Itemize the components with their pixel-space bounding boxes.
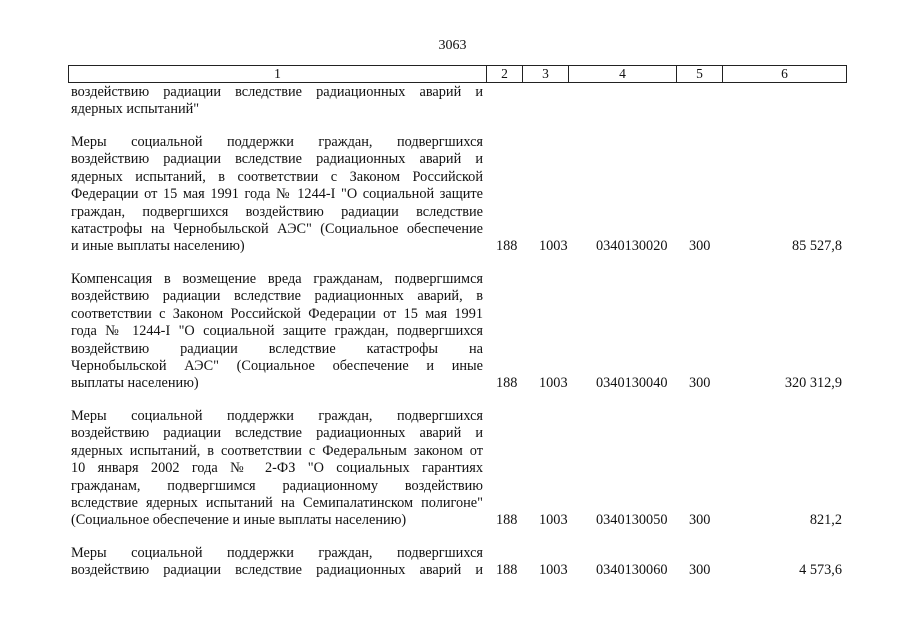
expense-type-code: 300: [689, 375, 711, 391]
column-header-table: [68, 65, 847, 83]
row-line: гражданам, подвергшимся радиационному воздействию: [71, 477, 483, 494]
expense-type-code: 300: [689, 512, 711, 528]
row-line: 10 января 2002 года № 2-ФЗ "О социальных гарантиях: [71, 460, 483, 477]
row-line: Чернобыльской АЭС" (Социальное обеспечение и иные: [71, 358, 483, 375]
column-header-4: 4: [569, 66, 677, 83]
row-line: воздействию радиации вследствие радиационных аварий, в: [71, 288, 483, 305]
column-header-6: 6: [723, 66, 847, 83]
row-line: Меры социальной поддержки граждан, подвергшихся: [71, 545, 483, 561]
row-line: воздействию радиации вследствие радиационных аварий и: [71, 151, 483, 168]
row-line: года № 1244-I "О социальной защите граждан, подвергшихся: [71, 323, 483, 340]
amount: 4 573,6: [799, 562, 842, 578]
section-code: 1003: [539, 375, 568, 391]
ministry-code: 188: [496, 238, 518, 254]
row-line: вследствие ядерных испытаний на Семипалатинском полигоне": [71, 495, 483, 512]
expense-type-code: 300: [689, 562, 711, 578]
row-line: ядерных испытаний, в соответствии с Законом Российской: [71, 168, 483, 185]
amount: 320 312,9: [784, 375, 842, 391]
expense-type-code: 300: [689, 238, 711, 254]
row-line: (Социальное обеспечение и иные выплаты населению): [71, 512, 407, 529]
row-line: и иные выплаты населению): [71, 238, 245, 255]
target-article-code: 0340130020: [596, 238, 668, 254]
section-code: 1003: [539, 238, 568, 254]
column-header-2: 2: [487, 66, 523, 83]
column-header-1: 1: [69, 66, 487, 83]
row-line: выплаты населению): [71, 375, 199, 392]
amount: 821,2: [809, 512, 842, 528]
row-line: ядерных испытаний, в соответствии с Федеральным законом от: [71, 442, 483, 459]
target-article-code: 0340130050: [596, 512, 668, 528]
amount: 85 527,8: [791, 238, 842, 254]
target-article-code: 0340130040: [596, 375, 668, 391]
row-line: Компенсация в возмещение вреда гражданам, подвергшимся: [71, 271, 483, 287]
row-line: катастрофы на Чернобыльской АЭС" (Социальное обеспечение: [71, 221, 483, 238]
row-description: [71, 545, 483, 580]
column-header-row: [69, 66, 847, 83]
row-line: соответствии с Законом Российской Федерации от 15 мая 1991: [71, 305, 483, 322]
row-description: [71, 408, 483, 530]
row-line: Меры социальной поддержки граждан, подвергшихся: [71, 408, 483, 424]
row-line: воздействию радиации вследствие радиационных аварий и: [71, 562, 483, 579]
row-line: Меры социальной поддержки граждан, подвергшихся: [71, 134, 483, 150]
row-description: [71, 84, 483, 119]
row-description: [71, 271, 483, 393]
target-article-code: 0340130060: [596, 562, 668, 578]
row-line: граждан, подвергшихся воздействию радиации вследствие: [71, 203, 483, 220]
ministry-code: 188: [496, 375, 518, 391]
section-code: 1003: [539, 562, 568, 578]
row-line: воздействию радиации вследствие катастрофы на: [71, 340, 483, 357]
ministry-code: 188: [496, 562, 518, 578]
column-header-5: 5: [677, 66, 723, 83]
row-description: [71, 134, 483, 256]
ministry-code: 188: [496, 512, 518, 528]
row-line: ядерных испытаний": [71, 101, 200, 118]
page-number: 3063: [438, 38, 467, 53]
section-code: 1003: [539, 512, 568, 528]
row-line: Федерации от 15 мая 1991 года № 1244-I "О социальной защите: [71, 186, 483, 203]
column-header-3: 3: [523, 66, 569, 83]
row-line: воздействию радиации вследствие радиационных аварий и: [71, 425, 483, 442]
row-line: воздействию радиации вследствие радиационных аварий и: [71, 84, 483, 100]
